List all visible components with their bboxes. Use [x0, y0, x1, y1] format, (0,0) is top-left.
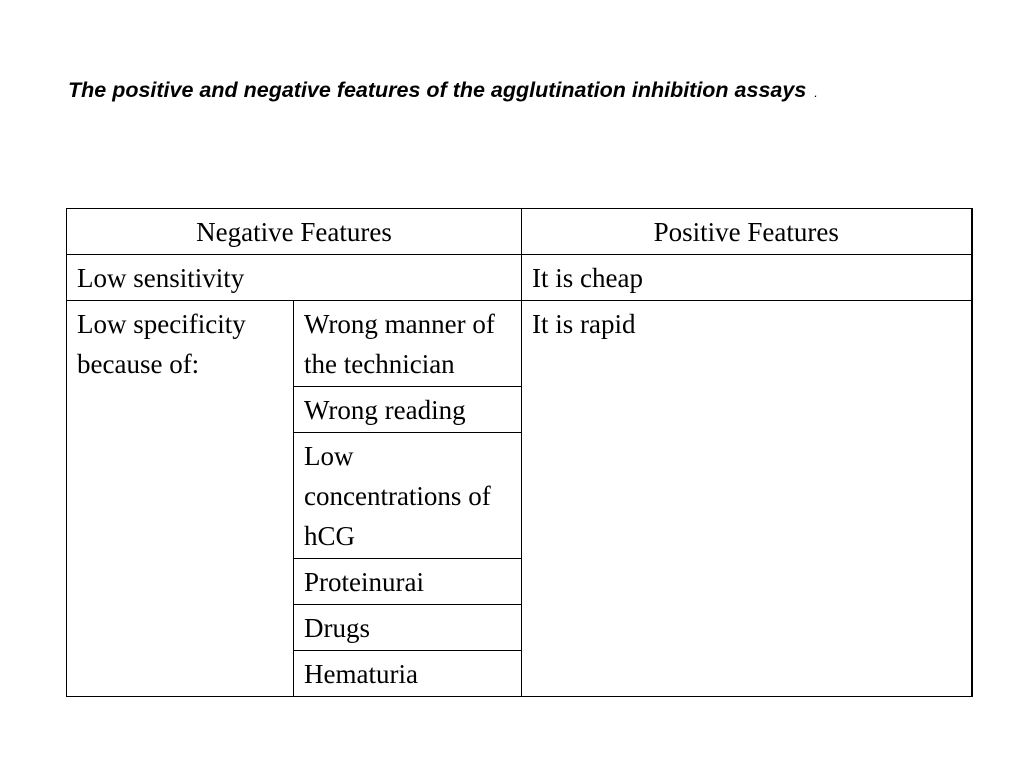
- cell-reason-proteinurai: Proteinurai: [294, 559, 522, 605]
- cell-low-sensitivity: Low sensitivity: [67, 255, 522, 301]
- cell-reason-drugs: Drugs: [294, 605, 522, 651]
- table-header-row: [67, 209, 972, 255]
- title-suffix: .: [814, 85, 818, 100]
- cell-low-specificity: Low specificity because of:: [67, 301, 294, 697]
- cell-reason-technician: Wrong manner of the technician: [294, 301, 522, 387]
- table-row: [67, 255, 972, 301]
- slide-title: [68, 78, 818, 103]
- cell-it-is-cheap: It is cheap: [522, 255, 972, 301]
- cell-reason-hematuria: Hematuria: [294, 651, 522, 697]
- cell-reason-reading: Wrong reading: [294, 387, 522, 433]
- header-positive-features: Positive Features: [522, 209, 972, 255]
- header-negative-features: Negative Features: [67, 209, 522, 255]
- cell-it-is-rapid: It is rapid: [522, 301, 972, 697]
- cell-reason-hcg: Low concentrations of hCG: [294, 433, 522, 559]
- features-table: [66, 208, 973, 697]
- title-text: The positive and negative features of the agglutination inhibition assays: [68, 78, 807, 102]
- table-row: [67, 301, 972, 387]
